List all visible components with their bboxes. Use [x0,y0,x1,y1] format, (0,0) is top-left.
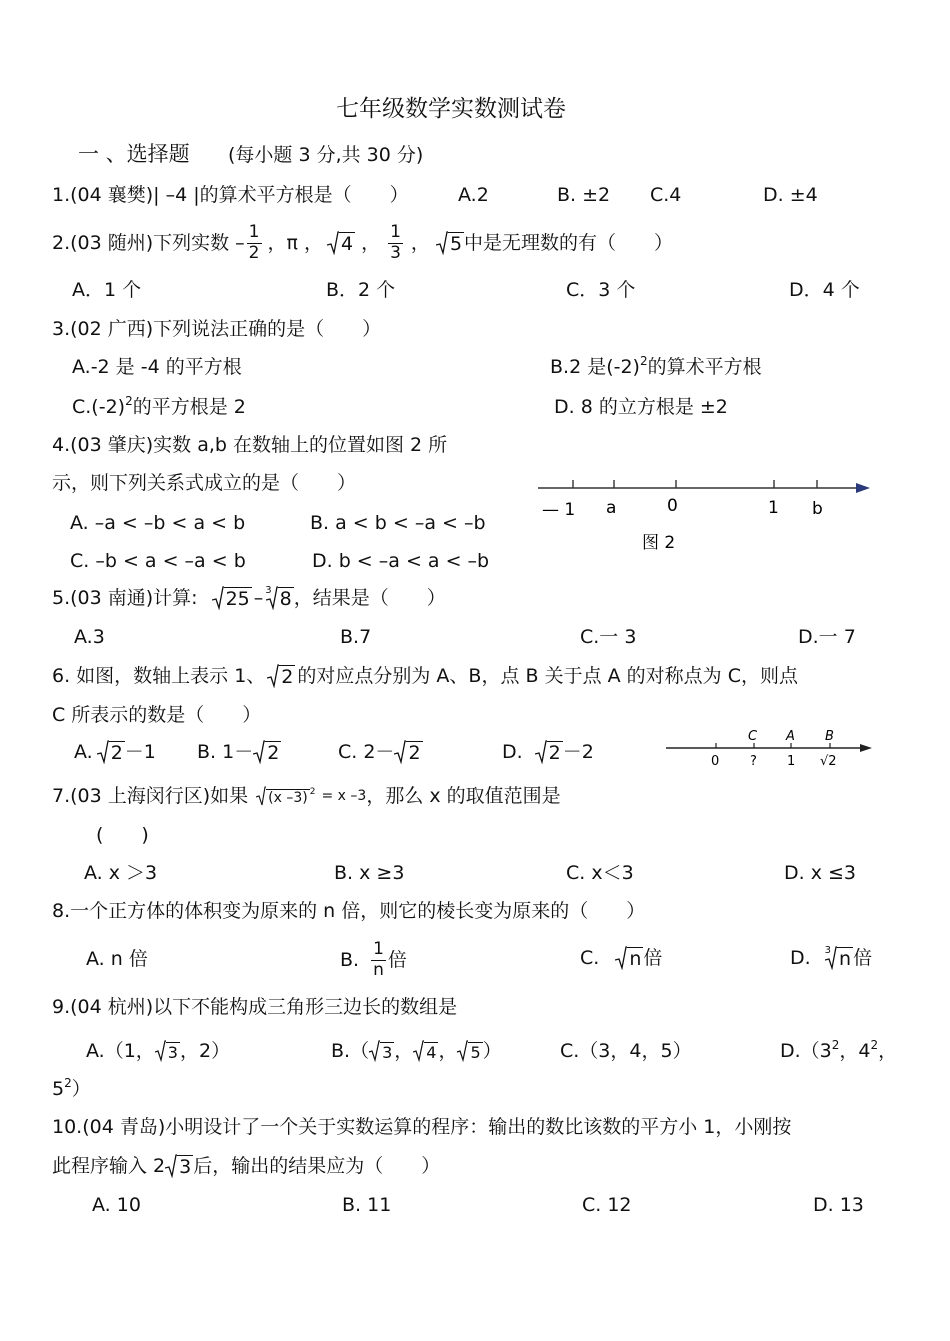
q3-b-text-2: 的算术平方根 [647,356,762,378]
question-5 [52,586,446,610]
q9-b-radicand-3: 5 [470,1043,481,1062]
q6-label-c: C [748,729,758,744]
q9-d-text-3: ， [878,1040,898,1062]
q9-option-d [780,1038,898,1062]
q7-answer-paren: ( ) [96,824,149,846]
q7-radicand: (x –3) [268,790,308,806]
q8-c-radicand: n [629,948,642,970]
q9-d-wrap-text-2: ） [71,1078,91,1100]
q6-option-a [74,740,156,764]
q5-sqrt-25 [212,586,252,610]
q2-third-denominator: 3 [390,242,401,263]
q8-option-c [580,946,662,970]
q2-prefix: 2.(03 随州)下列实数 [52,231,230,254]
q2-sqrt-4-radicand: 4 [340,233,354,255]
q10-sqrt [165,1154,193,1178]
q10-line-1: 10.(04 青岛)小明设计了一个关于实数运算的程序：输出的数比该数的平方小 1，小刚按 [52,1116,792,1138]
question-1 [52,186,409,205]
q6-a-label: A. [74,740,93,763]
q7-option-d: D. x ≤3 [784,862,857,884]
q6-label-zero: 0 [711,754,720,769]
q1-option-a: A.2 [458,184,489,206]
q7-exponent: 2 [309,787,316,797]
q5-option-d: D.一 7 [798,626,856,648]
q6-line-2: C 所表示的数是（ ） [52,704,262,726]
q4-label-neg1: — 1 [542,500,576,520]
q5-option-c: C.一 3 [580,626,637,648]
q6-b-radicand: 2 [267,742,280,764]
q4-option-b: B. a < b < –a < –b [310,512,486,534]
q9-d-exponent-1: 2 [831,1038,840,1052]
q7-option-c: C. x＜3 [566,862,634,884]
q8-option-a: A. n 倍 [86,948,148,970]
section-note: (每小题 3 分,共 30 分) [228,144,424,166]
q10-line-2 [52,1154,440,1178]
q8-c-unit: 倍 [643,946,663,969]
q6-c-sqrt [394,740,422,764]
q2-sqrt-5-radicand: 5 [449,233,463,255]
q7-option-a: A. x ＞3 [84,862,158,884]
q2-sqrt-5 [436,231,464,255]
q4-line-1: 4.(03 肇庆)实数 a,b 在数轴上的位置如图 2 所 [52,434,448,456]
q5-option-a: A.3 [74,626,105,648]
q2-comma-2: ， [410,231,430,254]
q8-option-d [790,946,872,970]
q9-option-d-wrap [52,1076,91,1100]
q4-label-b: b [812,499,823,519]
q5-minus: – [253,586,264,609]
q4-axis-arrow [856,483,870,493]
section-heading: 一 、选择题 [78,142,190,166]
q8-b-fraction [371,940,386,980]
question-8: 8.一个正方体的体积变为原来的 n 倍，则它的棱长变为原来的（ ） [52,900,646,922]
q6-number-line-figure [662,726,877,774]
q5-radicand-25: 25 [225,588,250,610]
q2-minus: – [235,231,245,254]
q3-option-d: D. 8 的立方根是 ±2 [554,396,728,418]
q10-option-b: B. 11 [342,1194,392,1216]
q7-prefix: 7.(03 上海闵行区)如果 [52,784,249,807]
q3-option-b [550,354,762,378]
q9-b-radicand-2: 4 [426,1043,437,1062]
q4-label-0: 0 [667,496,678,516]
q8-c-sqrt [615,946,643,970]
q9-option-c: C.（3，4，5） [560,1040,692,1062]
q8-c-label: C. [580,946,600,969]
q5-prefix: 5.(03 南通)计算: [52,586,198,609]
q8-b-numerator: 1 [373,938,384,959]
q6-option-b [197,740,281,764]
q2-option-a: A．1 个 [72,279,142,301]
q6-a-sqrt [97,740,125,764]
q4-option-a: A. –a < –b < a < b [70,512,246,534]
q2-half-numerator: 1 [248,221,260,242]
q1-option-c: C.4 [650,184,682,206]
q9-b-text-2: ） [482,1039,502,1062]
q9-d-exponent-2: 2 [870,1038,879,1052]
q10-option-c: C. 12 [582,1194,632,1216]
q4-figure-caption: 图 2 [642,533,676,553]
q9-b-comma-2: ， [438,1039,458,1062]
q9-a-sqrt [155,1040,180,1062]
q3-c-text-1: C.(-2) [72,396,126,418]
q9-a-text-2: ，2） [179,1039,231,1062]
q10-text-2: 后，输出的结果应为（ ） [193,1154,441,1177]
q9-option-a [86,1040,230,1062]
q6-text-2: 的对应点分别为 A、B，点 B 关于点 A 的对称点为 C，则点 [297,664,798,687]
q3-option-a: A.-2 是 -4 的平方根 [72,356,242,378]
q2-pi: ，π ， [267,231,323,254]
q1-option-b: B. ±2 [557,184,611,206]
question-3: 3.(02 广西)下列说法正确的是（ ） [52,318,382,340]
q10-radicand: 3 [179,1156,192,1178]
q6-option-d [502,740,594,764]
q1-prefix: 1.(04 襄樊) [52,184,154,206]
q9-a-radicand: 3 [167,1043,178,1062]
q6-d-label: D. [502,740,523,763]
q8-d-root-index: 3 [824,945,832,956]
q2-option-b: B．2 个 [326,279,396,301]
q7-option-b: B. x ≥3 [334,862,405,884]
q7-suffix: ，那么 x 的取值范围是 [366,784,561,807]
q3-c-exponent: 2 [125,394,133,408]
q8-d-label: D. [790,946,811,969]
q6-a-radicand: 2 [110,742,123,764]
q9-b-comma-1: ， [394,1039,414,1062]
question-7 [52,778,561,814]
q5-option-b: B.7 [340,626,372,648]
q5-radicand-8: 8 [279,588,292,610]
q6-label-sqrt2: √2 [820,754,837,769]
q2-fraction-third [388,223,403,263]
q1-expression: | –4 | [153,184,200,206]
q6-label-question: ? [750,754,757,769]
q6-d-sqrt [535,740,563,764]
q2-sqrt-4 [327,231,355,255]
q3-option-c [72,394,246,418]
q5-root-index: 3 [265,585,272,596]
q5-suffix: ，结果是（ ） [293,586,446,609]
q6-d-rest: －2 [562,740,594,763]
q4-label-1: 1 [768,498,779,518]
q9-a-text-1: A.（1， [86,1039,155,1062]
q6-sqrt-2 [267,664,295,688]
q10-option-d: D. 13 [813,1194,864,1216]
q9-b-text-1: B.（ [331,1039,370,1062]
q9-b-sqrt-3 [457,1040,482,1062]
q4-option-c: C. –b < a < –a < b [70,550,246,572]
q2-suffix: 中是无理数的有（ ） [464,231,674,254]
q9-b-sqrt-2 [413,1040,438,1062]
q6-axis-arrow [860,744,872,752]
q6-d-radicand: 2 [548,742,561,764]
q3-b-text-1: B.2 是(-2) [550,356,640,378]
q6-text-1: 6. 如图，数轴上表示 1、 [52,664,266,687]
q8-d-unit: 倍 [853,946,873,969]
q5-cbrt-8 [265,586,293,610]
q9-d-text-1: D.（3 [780,1040,832,1062]
q7-sqrt-expression [256,786,315,806]
q4-label-a: a [606,498,617,518]
q6-b-sqrt [253,740,281,764]
q6-label-b: B [825,729,834,744]
q6-line-1 [52,664,798,688]
q3-b-exponent: 2 [639,354,648,368]
q2-comma-1: ， [361,231,381,254]
q7-equation: = x –3 [321,788,367,804]
q6-a-rest: －1 [124,740,156,763]
q6-c-label: C. 2－ [338,740,395,763]
q2-third-numerator: 1 [390,221,401,242]
q6-c-radicand: 2 [408,742,421,764]
q4-line-2: 示，则下列关系式成立的是（ ） [52,472,357,494]
q9-b-radicand-1: 3 [382,1043,393,1062]
q10-option-a: A. 10 [92,1194,141,1216]
q1-option-d: D. ±4 [763,184,818,206]
q4-option-d: D. b < –a < a < –b [312,550,490,572]
q10-text-1: 此程序输入 2 [52,1154,166,1177]
q4-number-line-figure [530,470,880,555]
q8-b-denominator: n [373,959,384,980]
q3-c-text-2: 的平方根是 2 [132,396,246,418]
q6-radicand: 2 [281,666,294,688]
page-title: 七年级数学实数测试卷 [336,96,566,122]
q9-d-exponent-3: 2 [64,1076,72,1090]
q9-b-sqrt-1 [369,1040,394,1062]
q6-b-label: B. 1－ [197,740,254,763]
q6-option-c [338,740,423,764]
q6-label-one: 1 [787,754,796,769]
q8-b-unit: 倍 [387,948,407,971]
q2-option-c: C．3 个 [566,279,636,301]
q2-fraction-half [247,223,262,263]
q9-d-text-2: ，4 [839,1040,871,1062]
q6-label-a: A [786,729,795,744]
question-9: 9.(04 杭州)以下不能构成三角形三边长的数组是 [52,996,458,1018]
q2-option-d: D．4 个 [789,279,860,301]
q9-d-wrap-text-1: 5 [52,1078,65,1100]
q8-d-cbrt [825,946,853,970]
q2-half-denominator: 2 [248,242,260,263]
q8-option-b [340,936,407,984]
q1-text: 的算术平方根是（ ） [199,184,409,206]
q9-option-b [331,1040,502,1062]
q8-b-label: B. [340,948,360,971]
question-2 [52,218,673,268]
q8-d-radicand: n [839,948,852,970]
